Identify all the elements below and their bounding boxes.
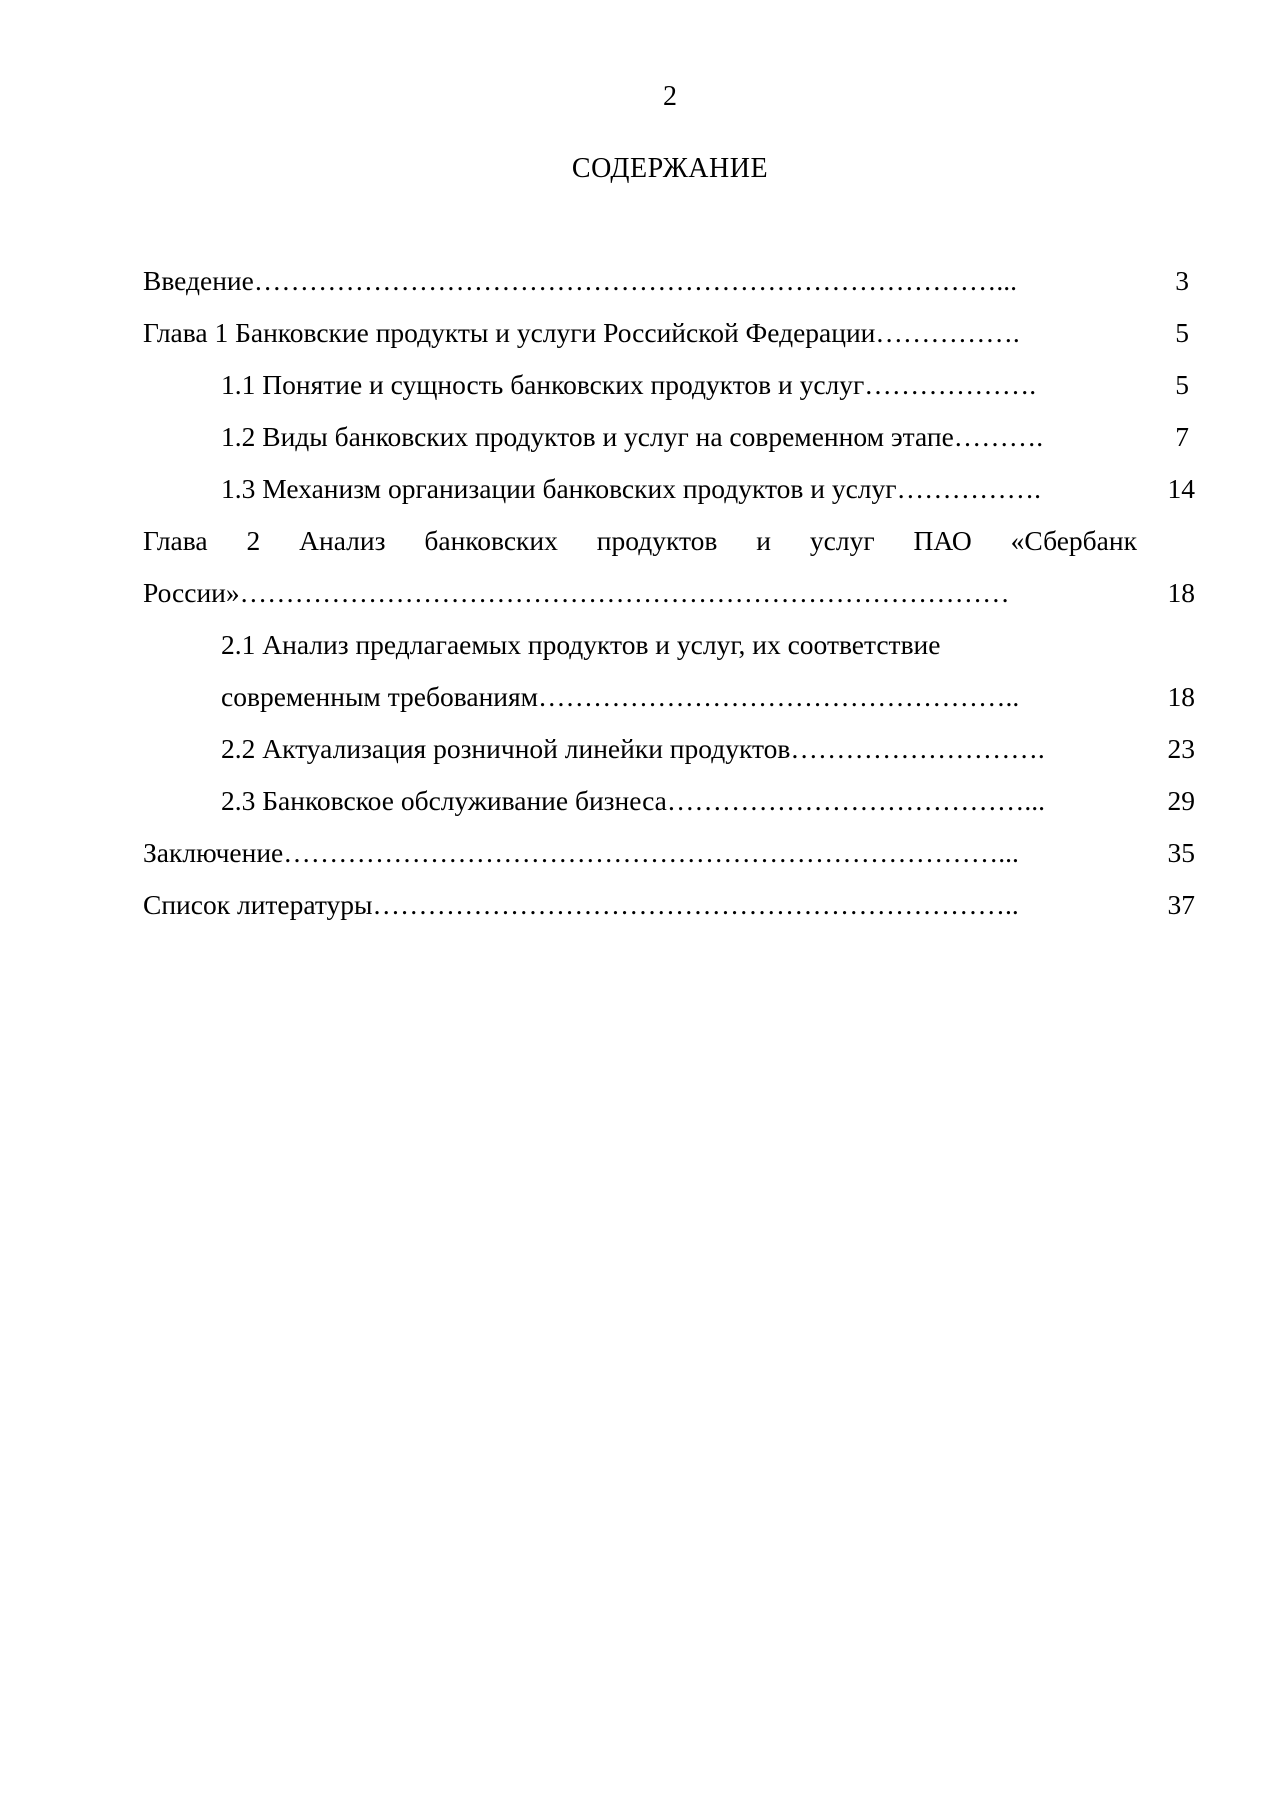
toc-entry-text: современным требованиям…………………………………………….. — [221, 681, 1020, 712]
toc-entry-text: 1.1 Понятие и сущность банковских продуктов и услуг………………. — [221, 369, 1037, 400]
toc-entry-introduction — [143, 255, 1195, 307]
toc-entry-section-2-2 — [143, 723, 1195, 775]
toc-entry-section-2-3 — [143, 775, 1195, 827]
toc-word: банковских — [424, 525, 558, 556]
toc-entry-conclusion — [143, 827, 1195, 879]
toc-entry-text: Глава 1 Банковские продукты и услуги Российской Федерации……………. — [143, 317, 1020, 348]
toc-title: СОДЕРЖАНИЕ — [571, 153, 769, 184]
toc-entry-page: 5 — [1175, 369, 1189, 400]
toc-entry-page: 37 — [1167, 889, 1195, 920]
toc-entry-chapter-2-line-2 — [143, 567, 1195, 619]
toc-word: Глава — [143, 525, 208, 556]
toc-word: и — [756, 525, 771, 556]
toc-entry-text: Заключение……………………………………………………………………... — [143, 837, 1019, 868]
toc-entry-section-1-1 — [143, 359, 1195, 411]
toc-entry-text: 2.2 Актуализация розничной линейки продуктов………………………. — [221, 733, 1045, 764]
toc-entry-text: 1.2 Виды банковских продуктов и услуг на современном этапе………. — [221, 421, 1044, 452]
toc-word: продуктов — [596, 525, 718, 556]
toc-entry-chapter-1 — [143, 307, 1195, 359]
toc-word: 2 — [246, 525, 261, 556]
toc-entry-page: 35 — [1167, 837, 1195, 868]
toc-word: услуг — [809, 525, 875, 556]
toc-entry-page: 3 — [1175, 265, 1189, 296]
toc-entry-section-2-1-line-2 — [143, 671, 1195, 723]
toc-word: «Сбербанк — [1010, 525, 1137, 556]
toc-word: ПАО — [913, 525, 972, 556]
toc-entry-text: Введение………………………………………………………………………... — [143, 265, 1017, 296]
table-of-contents — [143, 255, 1195, 931]
toc-entry-page: 18 — [1167, 577, 1195, 608]
toc-entry-page: 29 — [1167, 785, 1195, 816]
toc-entry-section-1-2 — [143, 411, 1195, 463]
toc-entry-text: 1.3 Механизм организации банковских продуктов и услуг……………. — [221, 473, 1041, 504]
toc-entry-page: 14 — [1167, 473, 1195, 504]
toc-entry-text — [143, 515, 1137, 567]
toc-entry-chapter-2-line-1 — [143, 515, 1195, 567]
toc-entry-page: 7 — [1175, 421, 1189, 452]
toc-entry-section-1-3 — [143, 463, 1195, 515]
toc-entry-bibliography — [143, 879, 1195, 931]
toc-entry-text: России»………………………………………………………………………… — [143, 577, 1010, 608]
toc-entry-text: 2.1 Анализ предлагаемых продуктов и услуг, их соответствие — [221, 629, 941, 660]
page-number: 2 — [663, 81, 677, 112]
toc-entry-page: 23 — [1167, 733, 1195, 764]
toc-entry-page: 5 — [1175, 317, 1189, 348]
toc-entry-page: 18 — [1167, 681, 1195, 712]
toc-word: Анализ — [299, 525, 386, 556]
toc-entry-text: Список литературы…………………………………………………………….. — [143, 889, 1019, 920]
toc-entry-section-2-1-line-1 — [143, 619, 1195, 671]
toc-entry-text: 2.3 Банковское обслуживание бизнеса…………………………………... — [221, 785, 1046, 816]
